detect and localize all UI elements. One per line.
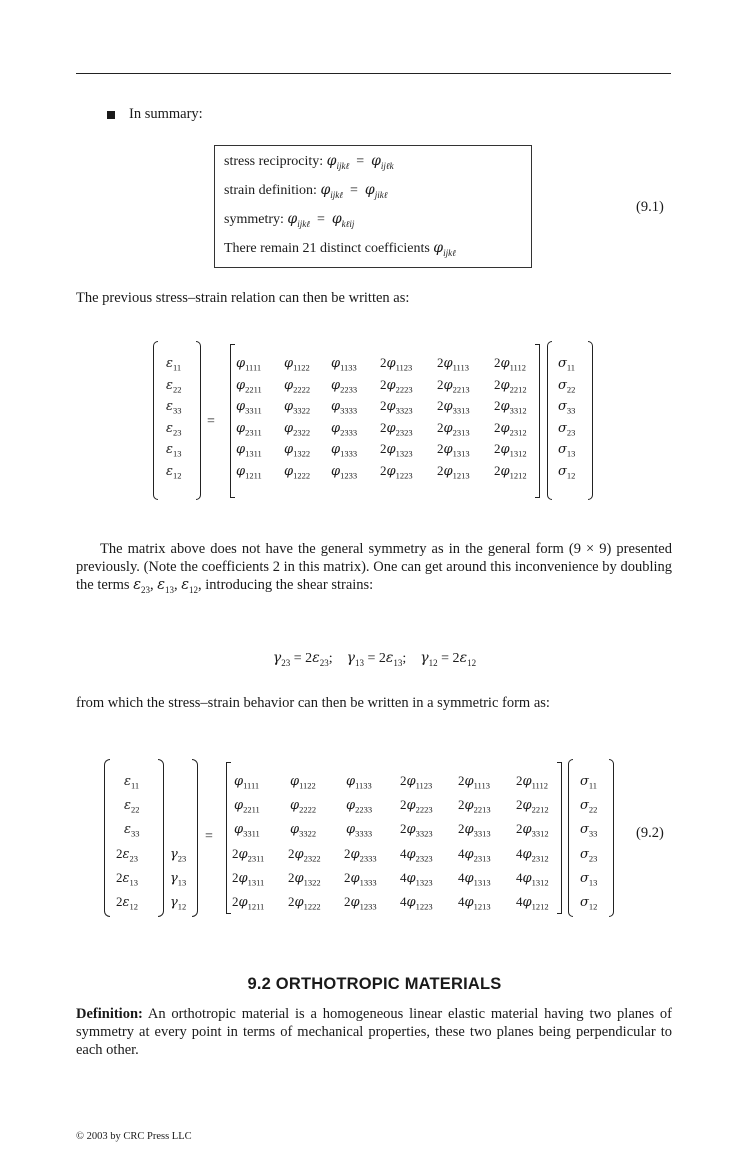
matrix-coefficient: $2\varphi_{1113}$ xyxy=(437,355,469,373)
matrix-coefficient: $2\varphi_{1312}$ xyxy=(494,441,527,459)
matrix-coefficient: $2\varphi_{2212}$ xyxy=(516,797,549,815)
matrix-coefficient: $2\varphi_{1223}$ xyxy=(380,463,413,481)
equals-sign: = xyxy=(207,414,215,429)
strain-vector-inner-brace xyxy=(158,759,164,917)
matrix-right-bracket xyxy=(557,762,562,914)
matrix-coefficient: $2\varphi_{1112}$ xyxy=(494,355,526,373)
matrix-coefficient: $2\varphi_{2223}$ xyxy=(400,797,433,815)
matrix-coefficient: $\varphi_{2211}$ xyxy=(234,798,260,815)
summary-heading: In summary: xyxy=(129,106,203,122)
strain-vector-right-brace xyxy=(196,341,201,500)
summary-line-symmetry: symmetry: $\varphi_{ijk\ell} = \varphi_{k\ell ij}$ xyxy=(224,211,355,229)
matrix-coefficient: $2\varphi_{1233}$ xyxy=(344,894,377,912)
matrix-coefficient: $2\varphi_{3313}$ xyxy=(437,398,470,416)
matrix-coefficient: $2\varphi_{1123}$ xyxy=(380,355,413,373)
matrix-coefficient: $2\varphi_{3312}$ xyxy=(494,398,527,416)
matrix-coefficient: $2\varphi_{1123}$ xyxy=(400,773,433,791)
strain-component: $2\varepsilon_{13}$ xyxy=(116,869,138,888)
matrix-coefficient: $4\varphi_{1213}$ xyxy=(458,894,491,912)
matrix-coefficient: $2\varphi_{1313}$ xyxy=(437,441,470,459)
section-title: 9.2 ORTHOTROPIC MATERIALS xyxy=(247,975,502,993)
matrix-coefficient: $4\varphi_{2323}$ xyxy=(400,845,433,864)
stress-component: $\sigma_{11}$ xyxy=(580,774,598,791)
strain-component: $\varepsilon_{12}$ xyxy=(166,464,182,481)
matrix-coefficient: $\varphi_{2322}$ xyxy=(284,420,311,438)
matrix-coefficient: $2\varphi_{1222}$ xyxy=(288,894,321,912)
matrix-coefficient: $\varphi_{3333}$ xyxy=(331,399,358,416)
strain-component: $\varepsilon_{13}$ xyxy=(166,442,182,459)
matrix-coefficient: $\varphi_{2233}$ xyxy=(346,798,373,815)
matrix-coefficient: $\varphi_{1333}$ xyxy=(331,442,358,459)
matrix-coefficient: $4\varphi_{1313}$ xyxy=(458,869,491,888)
matrix-coefficient: $2\varphi_{2322}$ xyxy=(288,845,321,864)
matrix-coefficient: $2\varphi_{3323}$ xyxy=(380,398,413,416)
matrix-coefficient: $\varphi_{3322}$ xyxy=(284,399,311,416)
equals-sign: = xyxy=(205,829,213,844)
matrix-coefficient: $4\varphi_{1323}$ xyxy=(400,869,433,888)
summary-box xyxy=(214,145,532,268)
stress-component: $\sigma_{22}$ xyxy=(580,798,598,815)
matrix-coefficient: $\varphi_{1322}$ xyxy=(284,442,311,459)
shear-strain-component: $\gamma_{12}$ xyxy=(170,895,187,912)
matrix-coefficient: $2\varphi_{2323}$ xyxy=(380,419,413,438)
strain-component: $\varepsilon_{11}$ xyxy=(166,356,182,373)
stress-component: $\sigma_{23}$ xyxy=(558,420,576,438)
stress-component: $\sigma_{33}$ xyxy=(580,822,598,839)
shear-strain-definitions: $\gamma_{23} = 2\varepsilon_{23}$; $\gamma_{13} = 2\varepsilon_{13}$; $\gamma_{12} = 2\varepsilon_{12}$ xyxy=(272,650,477,668)
matrix-coefficient: $4\varphi_{1212}$ xyxy=(516,894,549,912)
matrix-coefficient: $\varphi_{2233}$ xyxy=(331,377,358,395)
stress-vector-left-brace xyxy=(568,759,573,917)
matrix-right-bracket xyxy=(535,344,540,498)
stress-component: $\sigma_{13}$ xyxy=(558,442,576,459)
matrix-coefficient: $\varphi_{2222}$ xyxy=(284,377,311,395)
matrix-coefficient: $\varphi_{1133}$ xyxy=(331,356,357,373)
matrix-coefficient: $2\varphi_{2213}$ xyxy=(437,376,470,395)
matrix-coefficient: $\varphi_{3322}$ xyxy=(290,822,317,839)
strain-vector-right-brace xyxy=(192,759,198,917)
paragraph-symmetry-note: The matrix above does not have the general symmetry as in the general form (9 × 9) presented previously. (Note the coefficients 2 in this matrix). One can get around this inconvenience by doubling the terms $\varepsilon_{23}$, $\varepsilon_{13}$, $\varepsilon_{12}$, introducing the shear strains: xyxy=(76,541,672,595)
matrix-coefficient: $\varphi_{1111}$ xyxy=(234,774,260,791)
strain-component: $2\varepsilon_{12}$ xyxy=(116,894,138,912)
strain-component: $\varepsilon_{11}$ xyxy=(124,774,140,791)
stress-component: $\sigma_{11}$ xyxy=(558,356,576,373)
strain-component: $2\varepsilon_{23}$ xyxy=(116,845,138,864)
stress-vector-right-brace xyxy=(609,759,614,917)
stress-component: $\sigma_{33}$ xyxy=(558,399,576,416)
matrix-coefficient: $\varphi_{1222}$ xyxy=(284,464,311,481)
paragraph-symmetric-form: from which the stress–strain behavior can then be written in a symmetric form as: xyxy=(76,695,550,711)
matrix-left-bracket xyxy=(230,344,235,498)
matrix-coefficient: $2\varphi_{1322}$ xyxy=(288,869,321,888)
equation-number-9-1: (9.1) xyxy=(636,199,664,215)
matrix-coefficient: $2\varphi_{1112}$ xyxy=(516,773,548,791)
bullet-square-icon xyxy=(107,111,115,119)
shear-strain-component: $\gamma_{13}$ xyxy=(170,870,187,888)
matrix-coefficient: $2\varphi_{1212}$ xyxy=(494,463,527,481)
matrix-coefficient: $2\varphi_{1113}$ xyxy=(458,773,490,791)
definition-label: Definition: xyxy=(76,1006,143,1022)
summary-line-remain: There remain 21 distinct coefficients $\varphi_{ijk\ell}$ xyxy=(224,240,456,258)
summary-line-strain-definition: strain definition: $\varphi_{ijk\ell} = \varphi_{jik\ell}$ xyxy=(224,182,388,200)
strain-component: $\varepsilon_{22}$ xyxy=(166,377,182,395)
matrix-coefficient: $2\varphi_{2333}$ xyxy=(344,845,377,864)
matrix-coefficient: $\varphi_{3311}$ xyxy=(236,399,262,416)
matrix-coefficient: $\varphi_{1122}$ xyxy=(284,356,310,373)
matrix-coefficient: $\varphi_{1111}$ xyxy=(236,356,262,373)
stress-vector-right-brace xyxy=(588,341,593,500)
strain-component: $\varepsilon_{33}$ xyxy=(124,822,140,839)
matrix-coefficient: $4\varphi_{2312}$ xyxy=(516,845,549,864)
definition-paragraph xyxy=(76,1005,672,1059)
matrix-coefficient: $2\varphi_{3313}$ xyxy=(458,821,491,839)
matrix-coefficient: $2\varphi_{2223}$ xyxy=(380,376,413,395)
matrix-coefficient: $\varphi_{1122}$ xyxy=(290,774,316,791)
matrix-coefficient: $\varphi_{3311}$ xyxy=(234,822,260,839)
matrix-coefficient: $\varphi_{1211}$ xyxy=(236,464,262,481)
shear-strain-component: $\gamma_{23}$ xyxy=(170,846,187,864)
matrix-coefficient: $\varphi_{1233}$ xyxy=(331,464,358,481)
stress-component: $\sigma_{12}$ xyxy=(558,464,576,481)
matrix-coefficient: $2\varphi_{3323}$ xyxy=(400,821,433,839)
matrix-coefficient: $2\varphi_{3312}$ xyxy=(516,821,549,839)
stress-component: $\sigma_{22}$ xyxy=(558,377,576,395)
stress-component: $\sigma_{13}$ xyxy=(580,870,598,888)
matrix-left-bracket xyxy=(226,762,231,914)
matrix-coefficient: $\varphi_{2222}$ xyxy=(290,798,317,815)
matrix-coefficient: $2\varphi_{1311}$ xyxy=(232,869,265,888)
matrix-coefficient: $\varphi_{2333}$ xyxy=(331,420,358,438)
stress-vector-left-brace xyxy=(547,341,552,500)
matrix-coefficient: $2\varphi_{2313}$ xyxy=(437,419,470,438)
strain-component: $\varepsilon_{33}$ xyxy=(166,399,182,416)
matrix-coefficient: $2\varphi_{2311}$ xyxy=(232,845,265,864)
matrix-coefficient: $\varphi_{1311}$ xyxy=(236,442,262,459)
matrix-coefficient: $2\varphi_{2312}$ xyxy=(494,419,527,438)
matrix-coefficient: $4\varphi_{2313}$ xyxy=(458,845,491,864)
strain-vector-left-brace xyxy=(153,341,158,500)
matrix-coefficient: $2\varphi_{1213}$ xyxy=(437,463,470,481)
copyright-footer: © 2003 by CRC Press LLC xyxy=(76,1131,192,1142)
paragraph-intro-relation: The previous stress–strain relation can then be written as: xyxy=(76,290,410,306)
matrix-coefficient: $4\varphi_{1223}$ xyxy=(400,894,433,912)
equation-number-9-2: (9.2) xyxy=(636,825,664,841)
matrix-coefficient: $2\varphi_{2212}$ xyxy=(494,376,527,395)
strain-vector-left-brace xyxy=(104,759,110,917)
matrix-coefficient: $\varphi_{2311}$ xyxy=(236,420,262,438)
matrix-coefficient: $2\varphi_{1333}$ xyxy=(344,869,377,888)
strain-component: $\varepsilon_{22}$ xyxy=(124,798,140,815)
header-rule xyxy=(76,73,671,74)
stress-component: $\sigma_{12}$ xyxy=(580,895,598,912)
matrix-coefficient: $\varphi_{2211}$ xyxy=(236,377,262,395)
definition-text: An orthotropic material is a homogeneous linear elastic material having two planes of symmetry at every point in terms of mechanical properties, these two planes being perpendicular to each other. xyxy=(76,1006,672,1058)
matrix-coefficient: $2\varphi_{2213}$ xyxy=(458,797,491,815)
matrix-coefficient: $2\varphi_{1211}$ xyxy=(232,894,265,912)
matrix-coefficient: $\varphi_{3333}$ xyxy=(346,822,373,839)
matrix-coefficient: $4\varphi_{1312}$ xyxy=(516,869,549,888)
summary-line-reciprocity: stress reciprocity: $\varphi_{ijk\ell} = \varphi_{ij\ell k}$ xyxy=(224,153,394,171)
matrix-coefficient: $2\varphi_{1323}$ xyxy=(380,441,413,459)
stress-component: $\sigma_{23}$ xyxy=(580,846,598,864)
strain-component: $\varepsilon_{23}$ xyxy=(166,420,182,438)
matrix-coefficient: $\varphi_{1133}$ xyxy=(346,774,372,791)
